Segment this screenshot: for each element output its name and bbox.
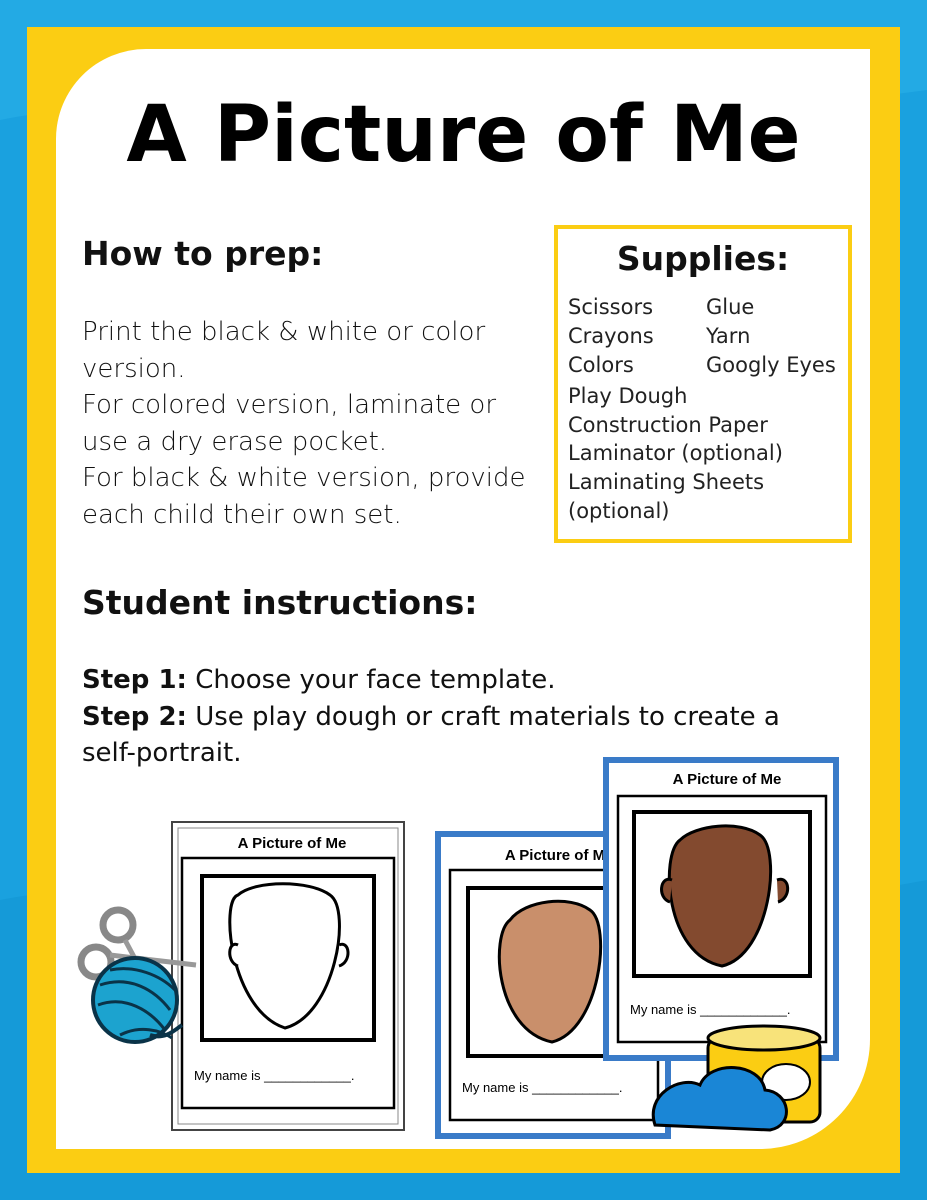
- supply-item: Colors: [568, 353, 634, 377]
- card-title: A Picture of M: [504, 847, 606, 864]
- supply-item: Construction Paper: [568, 413, 768, 437]
- supply-item: (optional): [568, 499, 670, 523]
- prep-line: For black & white version, provide: [82, 463, 526, 493]
- supply-item: Glue: [706, 295, 755, 319]
- prep-line: Print the black & white or color: [82, 317, 486, 347]
- step-2-continued: self-portrait.: [82, 738, 242, 768]
- page-title: A Picture of Me: [126, 90, 801, 180]
- step-1-text: Choose your face template.: [186, 665, 556, 695]
- supply-item: Laminating Sheets: [568, 470, 765, 494]
- name-line: My name is ____________.: [630, 1002, 791, 1017]
- prep-line: For colored version, laminate or: [82, 390, 497, 420]
- supply-item: Googly Eyes: [706, 353, 836, 377]
- prep-heading: How to prep:: [82, 234, 324, 273]
- card-title: A Picture of Me: [237, 835, 347, 852]
- card-title: A Picture of Me: [672, 771, 782, 788]
- yarn-ball-icon: [93, 958, 182, 1042]
- supply-item: Yarn: [706, 324, 751, 348]
- step-1-label: Step 1:: [82, 665, 187, 695]
- supplies-heading: Supplies:: [616, 239, 790, 278]
- prep-line: each child their own set.: [82, 499, 402, 530]
- supply-item: Crayons: [568, 324, 654, 348]
- step-2-text: Use play dough or craft materials to create a: [186, 701, 780, 732]
- bw-worksheet-card: [172, 822, 404, 1130]
- supply-item: Play Dough: [568, 384, 688, 408]
- prep-line: use a dry erase pocket.: [82, 426, 388, 457]
- supply-item: Laminator (optional): [568, 441, 783, 465]
- name-line: My name is ____________.: [194, 1068, 355, 1083]
- student-heading: Student instructions:: [82, 583, 478, 622]
- prep-line: version.: [82, 353, 186, 384]
- supply-item: Scissors: [568, 295, 654, 319]
- name-line: My name is ____________.: [462, 1080, 623, 1095]
- color-worksheet-card-dark: [606, 760, 836, 1058]
- step-2-label: Step 2:: [82, 701, 187, 732]
